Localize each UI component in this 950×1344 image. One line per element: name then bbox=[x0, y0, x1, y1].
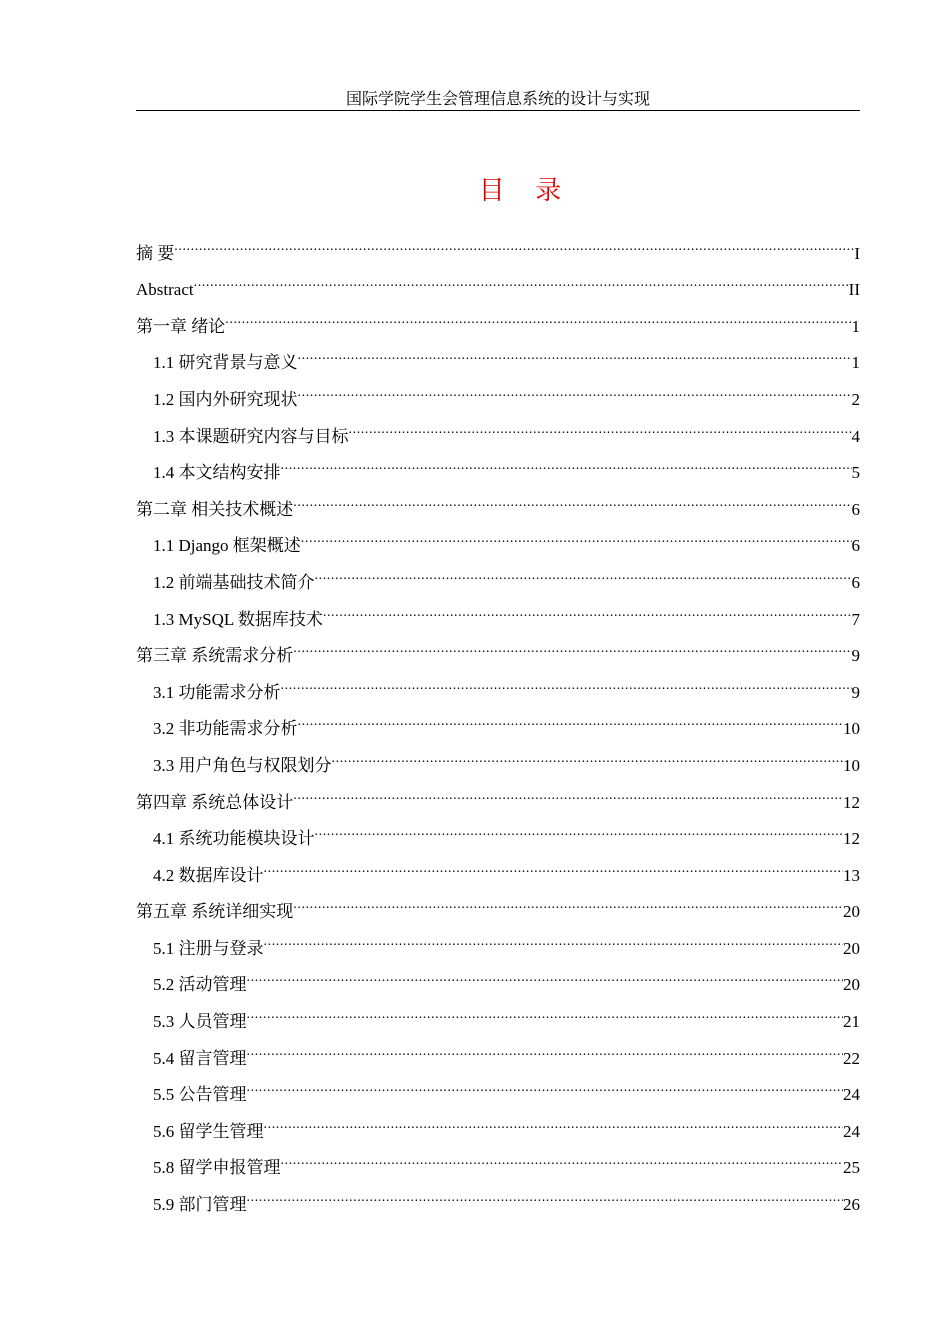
toc-dot-leader bbox=[323, 588, 852, 625]
toc-dot-leader bbox=[293, 625, 851, 662]
toc-entry-page: 20 bbox=[843, 975, 860, 995]
toc-entry-label: 摘 要 bbox=[136, 243, 175, 263]
toc-dot-leader bbox=[281, 442, 852, 479]
toc-title: 目 录 bbox=[478, 176, 574, 206]
toc-dot-leader bbox=[281, 661, 852, 698]
toc-entry-page: 1 bbox=[851, 316, 860, 336]
toc-entry-page: 6 bbox=[851, 536, 860, 556]
toc-dot-leader bbox=[298, 698, 844, 735]
toc-dot-leader bbox=[247, 1173, 844, 1210]
toc-dot-leader bbox=[293, 478, 851, 515]
toc-entry-page: 9 bbox=[851, 682, 860, 702]
toc-entry-page: 21 bbox=[843, 1012, 860, 1032]
toc-entry-label: 第四章 系统总体设计 bbox=[136, 792, 294, 812]
toc-entry-label: 5.1 注册与登录 bbox=[153, 938, 264, 958]
toc-entry-page: 9 bbox=[851, 646, 860, 666]
toc-entry-section[interactable] bbox=[136, 332, 860, 373]
toc-dot-leader bbox=[315, 551, 852, 588]
toc-dot-leader bbox=[298, 368, 852, 405]
toc-entry-label: 5.4 留言管理 bbox=[153, 1048, 247, 1068]
toc-entry-page: 12 bbox=[843, 829, 860, 849]
toc-entry-label: 5.6 留学生管理 bbox=[153, 1121, 264, 1141]
toc-entry-page: 24 bbox=[843, 1121, 860, 1141]
toc-dot-leader bbox=[349, 405, 852, 442]
toc-dot-leader bbox=[174, 222, 854, 259]
toc-entry-page: 22 bbox=[843, 1048, 860, 1068]
toc-dot-leader bbox=[293, 881, 843, 918]
toc-entry-page: 24 bbox=[843, 1085, 860, 1105]
toc-entry-label: 1.2 国内外研究现状 bbox=[153, 389, 298, 409]
toc-entry-label: 3.3 用户角色与权限划分 bbox=[153, 755, 332, 775]
toc-dot-leader bbox=[293, 771, 843, 808]
toc-dot-leader bbox=[264, 917, 844, 954]
toc-dot-leader bbox=[281, 1137, 844, 1174]
toc-entry-page: 10 bbox=[843, 755, 860, 775]
toc-entry-page: 10 bbox=[843, 719, 860, 739]
toc-entry-page: 25 bbox=[843, 1158, 860, 1178]
toc-entry-label: 4.1 系统功能模块设计 bbox=[153, 829, 315, 849]
toc-entry-label: 1.1 研究背景与意义 bbox=[153, 353, 298, 373]
toc-dot-leader bbox=[315, 808, 844, 845]
toc-dot-leader bbox=[194, 259, 849, 296]
toc-entry-label: 第一章 绪论 bbox=[136, 316, 226, 336]
toc-entry-label: 3.1 功能需求分析 bbox=[153, 682, 281, 702]
toc-entry-abstract-en[interactable] bbox=[136, 259, 860, 300]
toc-entry-label: 5.9 部门管理 bbox=[153, 1195, 247, 1215]
toc-entry-label: 5.5 公告管理 bbox=[153, 1085, 247, 1105]
toc-dot-leader bbox=[264, 1100, 844, 1137]
toc-dot-leader bbox=[247, 954, 844, 991]
toc-entry-page: 2 bbox=[851, 389, 860, 409]
toc-entry-label: Abstract bbox=[136, 280, 194, 300]
toc-entry-label: 1.1 Django 框架概述 bbox=[153, 536, 301, 556]
toc-entry-label: 1.3 MySQL 数据库技术 bbox=[153, 609, 323, 629]
page-header: 国际学院学生会管理信息系统的设计与实现 bbox=[345, 91, 650, 108]
toc-entry-page: 20 bbox=[843, 938, 860, 958]
toc-entry-page: 4 bbox=[851, 426, 860, 446]
toc-entry-label: 第二章 相关技术概述 bbox=[136, 499, 294, 519]
header-divider bbox=[136, 110, 860, 111]
toc-entry-page: 1 bbox=[851, 353, 860, 373]
toc-entry-label: 1.3 本课题研究内容与目标 bbox=[153, 426, 349, 446]
toc-entry-label: 第三章 系统需求分析 bbox=[136, 646, 294, 666]
toc-entry-page: 7 bbox=[851, 609, 860, 629]
toc-entry-label: 3.2 非功能需求分析 bbox=[153, 719, 298, 739]
toc-entry-label: 第五章 系统详细实现 bbox=[136, 902, 294, 922]
toc-entry-label: 5.2 活动管理 bbox=[153, 975, 247, 995]
toc-entry-label: 1.2 前端基础技术简介 bbox=[153, 572, 315, 592]
toc-dot-leader bbox=[264, 844, 844, 881]
toc-entry-page: 13 bbox=[843, 865, 860, 885]
toc-dot-leader bbox=[225, 295, 851, 332]
toc-entry-page: 26 bbox=[843, 1195, 860, 1215]
toc-entry-page: 6 bbox=[851, 572, 860, 592]
toc-entry-label: 5.8 留学申报管理 bbox=[153, 1158, 281, 1178]
toc-dot-leader bbox=[247, 990, 844, 1027]
toc-dot-leader bbox=[247, 1027, 844, 1064]
toc-entry-label: 5.3 人员管理 bbox=[153, 1012, 247, 1032]
toc-entry-page: 20 bbox=[843, 902, 860, 922]
toc-dot-leader bbox=[301, 515, 852, 552]
toc-entry-page: 5 bbox=[851, 463, 860, 483]
toc-dot-leader bbox=[298, 332, 852, 369]
toc-dot-leader bbox=[247, 1064, 844, 1101]
toc-entry-label: 4.2 数据库设计 bbox=[153, 865, 264, 885]
toc-entry-abstract-cn[interactable] bbox=[136, 222, 860, 263]
toc-entry-page: I bbox=[854, 243, 860, 263]
toc-entry-page: 6 bbox=[851, 499, 860, 519]
toc-entry-page: 12 bbox=[843, 792, 860, 812]
toc-entry-chapter-1[interactable] bbox=[136, 295, 860, 336]
toc-entry-page: II bbox=[848, 280, 860, 300]
table-of-contents bbox=[136, 222, 860, 1215]
toc-entry-label: 1.4 本文结构安排 bbox=[153, 463, 281, 483]
toc-dot-leader bbox=[332, 734, 844, 771]
